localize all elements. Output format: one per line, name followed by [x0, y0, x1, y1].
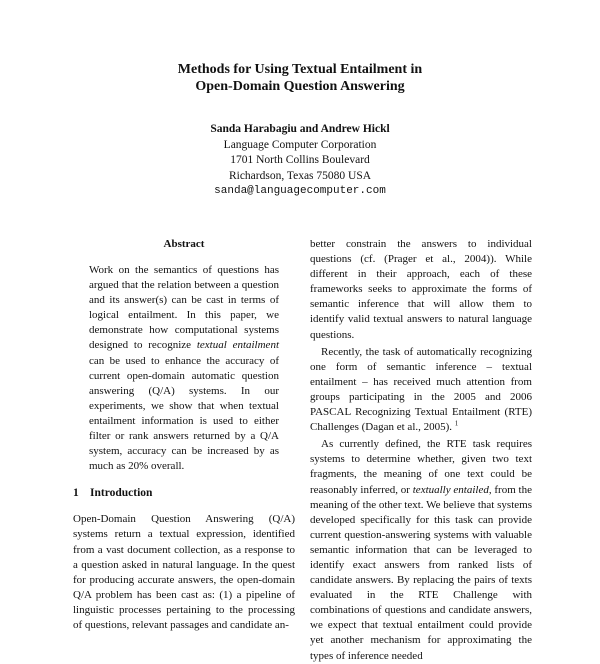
introduction-paragraph: Open-Domain Question Answering (Q/A) systems return a textual expression, identified from a vast document collection, as a response to a question asked in natural language. In the quest for producing accurate answers, the open-domain Q/A problem has been cast as: (1) a pipeline of linguistic processes pertaining to the processing of questions, relevant passages and candidate an-: [73, 513, 295, 631]
right-paragraph-3-part-1: As currently defined, the RTE task requires systems to determine whether, given two text fragments, the meaning of one text could be reasonably inferred, or: [310, 438, 532, 496]
author-address-line-1: 1701 North Collins Boulevard: [230, 154, 370, 166]
author-block: [0, 122, 600, 200]
right-paragraph-2-text: Recently, the task of automatically recognizing one form of semantic inference – textual entailment – has received much attention from groups participating in the 2005 and 2006 PASCAL Recognizing Textual Entailment (RTE) Challenges (Dagan et al., 2005).: [310, 345, 532, 434]
abstract-emphasis: textual entailment: [196, 339, 279, 352]
right-paragraph-2: [310, 345, 532, 436]
abstract-text-part-1: Work on the semantics of questions has argued that the relation between a question and its answer(s) can be cast in terms of logical entailment. In this paper, we demonstrate how computational systems designed to recognize: [89, 264, 279, 352]
section-heading-introduction: [73, 486, 295, 501]
section-title: Introduction: [90, 487, 153, 500]
abstract-text-part-2: can be used to enhance the accuracy of current open-domain automatic question answering (Q/A) systems. In our experiments, we show that when textual entailment information is used to either filter or rank answers returned by a Q/A system, accuracy can be increased by as much as 20% overall.: [89, 354, 279, 473]
abstract-body: [73, 263, 295, 474]
paper-title-line-1: Methods for Using Textual Entailment in: [177, 62, 423, 77]
paper-title-line-2: Open-Domain Question Answering: [195, 79, 405, 94]
abstract-heading: Abstract: [163, 238, 205, 250]
author-address-line-2: Richardson, Texas 75080 USA: [228, 169, 372, 182]
author-email: sanda@languagecomputer.com: [214, 185, 386, 197]
right-paragraph-3-emphasis: textually entailed: [412, 483, 489, 496]
paper-title: [0, 61, 600, 95]
author-names: Sanda Harabagiu and Andrew Hickl: [210, 123, 390, 135]
abstract-paragraph: [89, 263, 279, 474]
author-affiliation: Language Computer Corporation: [223, 138, 377, 151]
right-paragraph-3-part-2: , from the meaning of the other text. We believe that systems developed specifically for this task can provide current question-answering systems with valuable semantic information that can be leveraged to identify exact answers from ranked lists of candidate answers. By replacing the pairs of texts evaluated in the RTE Challenge with combinations of questions and candidate answers, we expect that textual entailment could provide yet another mechanism for approximating the types of inference needed: [310, 483, 532, 662]
left-column: [73, 237, 295, 633]
section-number: 1: [73, 487, 79, 500]
right-paragraph-3: [310, 437, 532, 663]
footnote-marker: 1: [454, 419, 459, 428]
right-paragraph-1: better constrain the answers to individual questions (cf. (Prager et al., 2004)). While different in their approach, each of these frameworks seeks to approximate the forms of semantic inference that will allow them to identify valid textual answers to natural language questions.: [310, 238, 532, 341]
